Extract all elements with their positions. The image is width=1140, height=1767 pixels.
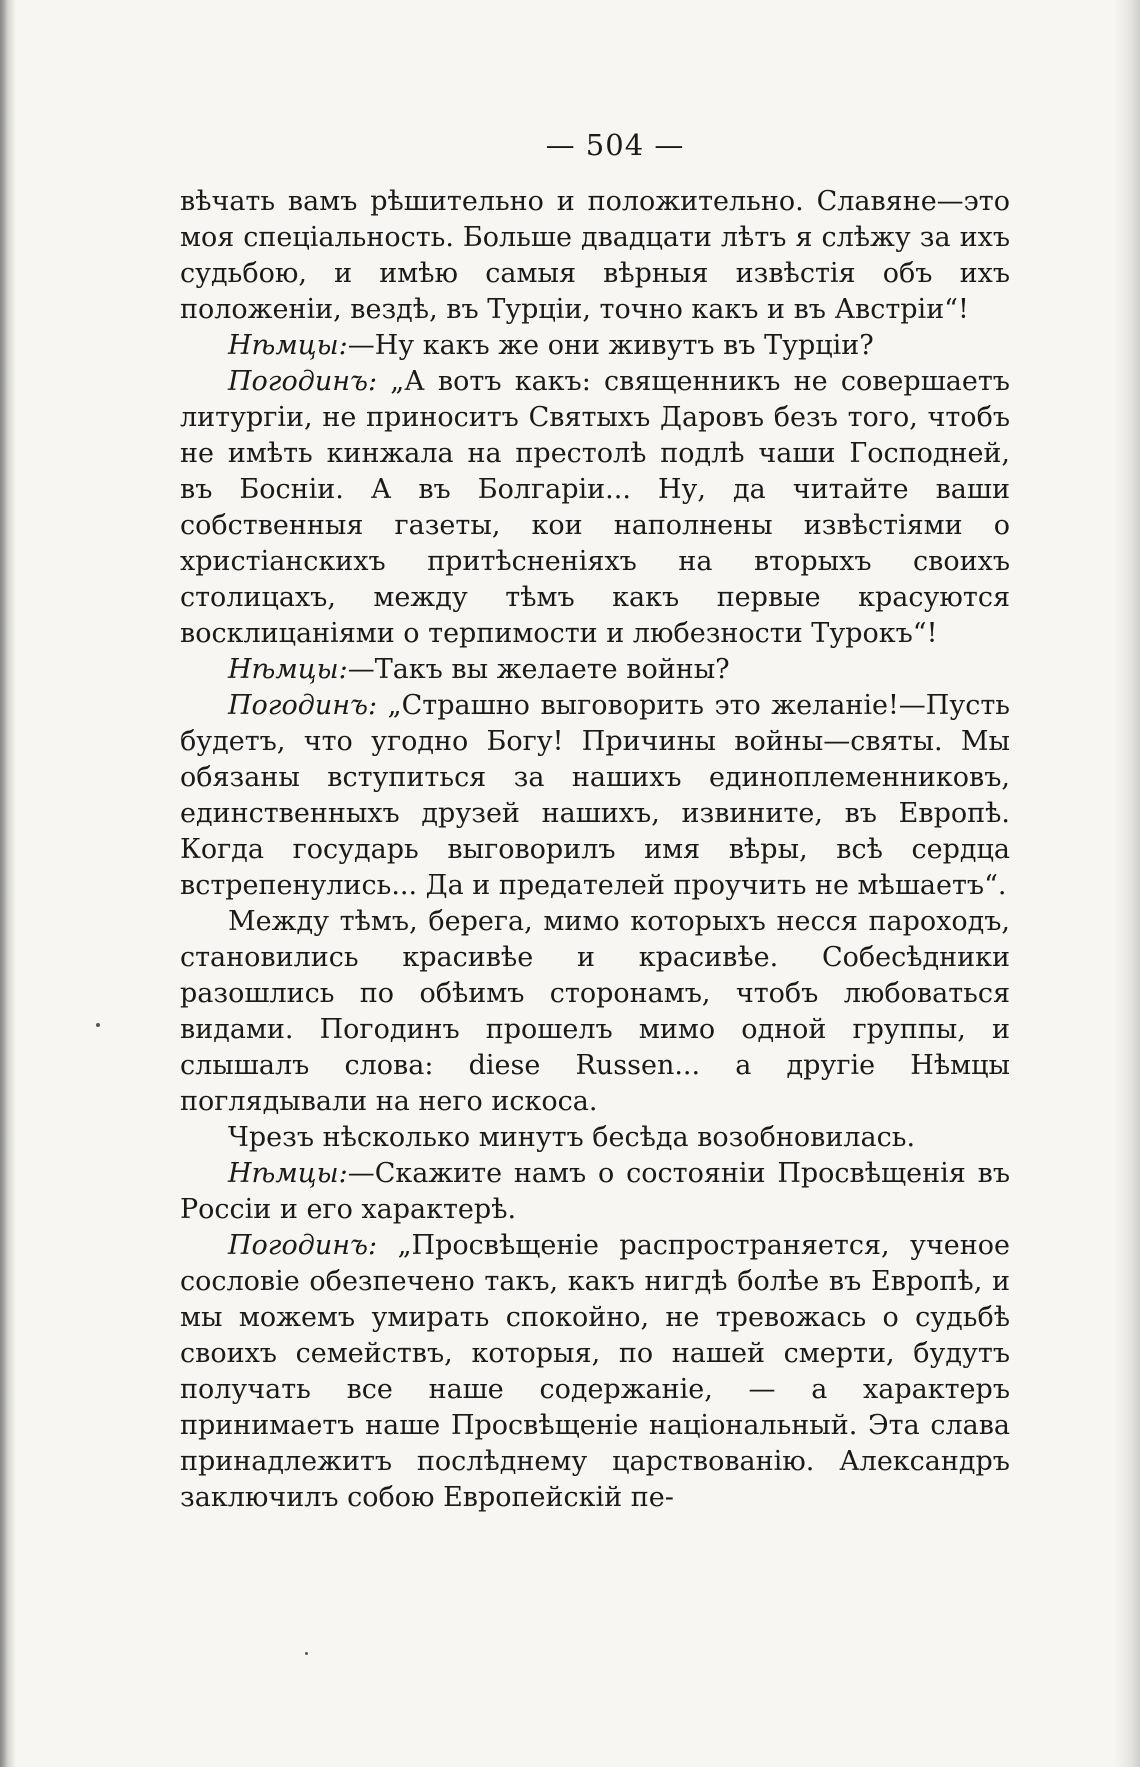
speaker-label: Погодинъ: [228,366,378,397]
paragraph [180,184,1010,328]
paragraph [180,328,1010,364]
paragraph [180,364,1010,652]
paragraph-text: вѣчать вамъ рѣшительно и положительно. Славяне—это моя спеціальность. Больше двадцати лѣтъ я слѣжу за ихъ судьбою, и имѣю самыя вѣрныя извѣстія объ ихъ положеніи, вездѣ, въ Турціи, точно какъ и въ Австріи“! [180,186,1010,325]
speaker-label: Нѣмцы: [228,654,348,685]
page-text [180,184,1010,1516]
paragraph-text: —Скажите намъ о состояніи Просвѣщенія въ Россіи и его характерѣ. [180,1158,1010,1225]
paragraph-text: Между тѣмъ, берега, мимо которыхъ несся пароходъ, становились красивѣе и красивѣе. Собесѣдники разошлись по обѣимъ сторонамъ, чтобъ любоваться видами. Погодинъ прошелъ мимо одной группы, и слышалъ слова: diese Russen... а другіе Нѣмцы поглядывали на него искоса. [180,906,1010,1117]
paragraph-text: „А вотъ какъ: священникъ не совершаетъ литургіи, не приноситъ Святыхъ Даровъ безъ того, чтобъ не имѣть кинжала на престолѣ подлѣ чаши Господней, въ Босніи. А въ Болгаріи... Ну, да читайте ваши собственныя газеты, кои наполнены извѣстіями о христіанскихъ притѣсненіяхъ на вторыхъ своихъ столицахъ, между тѣмъ какъ первые красуются восклицаніями о терпимости и любезности Турокъ“! [180,366,1010,649]
paragraph [180,1156,1010,1228]
paragraph [180,904,1010,1120]
paragraph [180,688,1010,904]
scan-left-edge [0,0,16,1767]
speaker-label: Погодинъ: [228,690,378,721]
paragraph-text: „Страшно выговорить это желаніе!—Пусть будетъ, что угодно Богу! Причины войны—святы. Мы обязаны вступиться за нашихъ единоплеменниковъ, единственныхъ друзей нашихъ, извините, въ Европѣ. Когда государь выговорилъ имя вѣры, всѣ сердца встрепенулись... Да и предателей проучить не мѣшаетъ“. [180,690,1010,901]
paragraph [180,1228,1010,1516]
paragraph-text: Чрезъ нѣсколько минутъ бесѣда возобновилась. [228,1122,916,1153]
speaker-label: Нѣмцы: [228,1158,348,1189]
paragraph-text: —Ну какъ же они живутъ въ Турціи? [347,330,874,361]
speaker-label: Нѣмцы: [228,330,348,361]
scan-speck [96,1023,100,1027]
speaker-label: Погодинъ: [228,1230,378,1261]
paragraph [180,1120,1010,1156]
scan-right-edge [1114,0,1140,1767]
scan-speck [305,1652,308,1655]
page-number: — 504 — [545,128,685,162]
paragraph-text: „Просвѣщеніе распространяется, ученое сословіе обезпечено такъ, какъ нигдѣ болѣе въ Европѣ, и мы можемъ умирать спокойно, не тревожась о судьбѣ своихъ семействъ, которыя, по нашей смерти, будутъ получать все наше содержаніе, — а характеръ принимаетъ наше Просвѣщеніе національный. Эта слава принадлежитъ послѣднему царствованію. Александръ заключилъ собою Европейскій пе- [180,1230,1010,1513]
paragraph-text: —Такъ вы желаете войны? [347,654,730,685]
paragraph [180,652,1010,688]
book-page [180,128,1010,1516]
